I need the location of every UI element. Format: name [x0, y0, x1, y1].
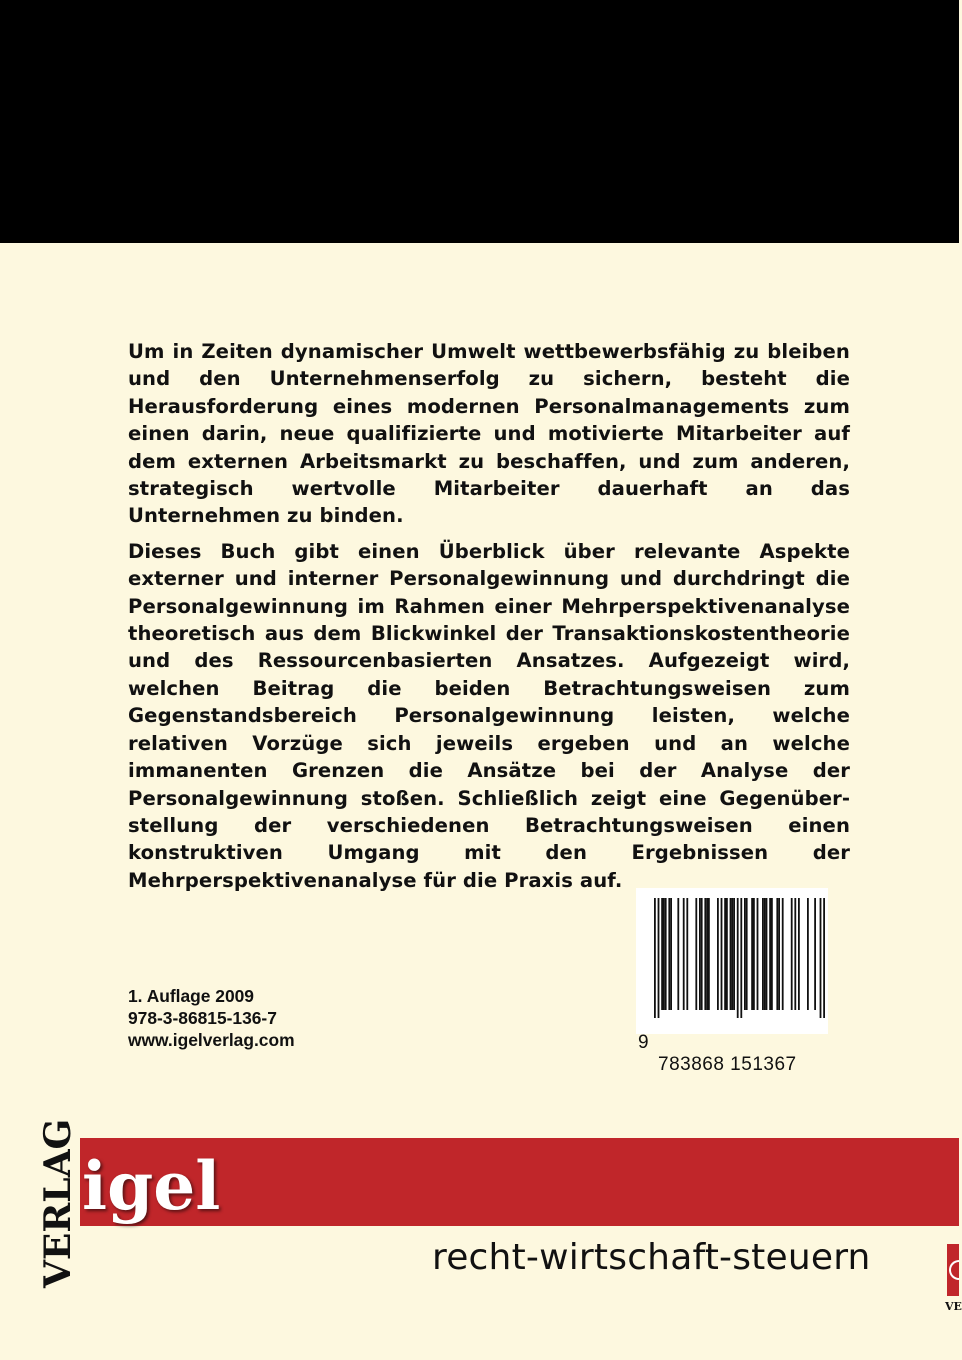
- barcode-bar: [686, 898, 688, 1010]
- barcode-bar: [699, 898, 701, 1010]
- barcode-bar: [683, 898, 685, 1010]
- cover-top-band: [0, 0, 959, 243]
- barcode-bar: [724, 898, 726, 1010]
- imprint-block: [128, 985, 295, 1051]
- barcode-guard-bar: [737, 898, 739, 1018]
- barcode-guard-bar: [654, 898, 656, 1018]
- barcode-bar: [661, 898, 663, 1010]
- barcode-bar: [708, 898, 710, 1010]
- barcode-lead-digit: 9: [638, 1032, 650, 1053]
- blurb-paragraph-1: Um in Zeiten dynamischer Umwelt wettbewerbsfähig zu bleiben und den Unternehmenserfolg zu sichern, besteht die Herausforderung eines modernen Personalmanagements zum einen darin, neue qualifizierte und motivierte Mitarbeiter auf dem externen Arbeitsmarkt zu beschaffen, und zum anderen, strategisch wertvolle Mitarbeiter dauerhaft an das Unternehmen zu binden.: [128, 340, 850, 528]
- barcode-guard-bar: [823, 898, 825, 1018]
- barcode-bar: [695, 898, 697, 1010]
- barcode-bar: [665, 898, 667, 1010]
- barcode-bar: [730, 898, 732, 1010]
- barcode-bar: [704, 898, 706, 1010]
- website-link: www.igelverlag.com: [128, 1030, 295, 1050]
- barcode-bar: [782, 898, 784, 1010]
- barcode-bar: [744, 898, 746, 1010]
- back-cover-blurb: [128, 338, 850, 902]
- barcode-bar: [776, 898, 778, 1010]
- barcode-bar: [762, 898, 764, 1010]
- barcode-bar: [731, 898, 733, 1010]
- barcode-bar: [807, 898, 809, 1010]
- barcode-digits: [636, 1010, 828, 1075]
- barcode-guard-bar: [658, 898, 660, 1018]
- barcode-bar: [764, 898, 766, 1010]
- barcode-bar: [753, 898, 755, 1010]
- barcode-bar: [791, 898, 793, 1010]
- barcode-guard-bar: [740, 898, 742, 1018]
- barcode-bar: [663, 898, 665, 1010]
- barcode-bar: [721, 898, 723, 1010]
- barcode-bar: [798, 898, 800, 1010]
- barcode-bar: [717, 898, 719, 1010]
- barcode-bar: [751, 898, 753, 1010]
- barcode-bar: [778, 898, 780, 1010]
- barcode-bar: [766, 898, 768, 1010]
- barcode-bar: [701, 898, 703, 1010]
- barcode-bar: [733, 898, 735, 1010]
- isbn-barcode: [636, 888, 828, 1075]
- series-title: recht-wirtschaft-steuern: [432, 1237, 871, 1278]
- barcode-bar: [726, 898, 728, 1010]
- barcode-guard-bar: [820, 898, 822, 1018]
- barcode-bar: [677, 898, 679, 1010]
- spine-text-fragment: VE: [945, 1300, 962, 1313]
- barcode-bar: [670, 898, 672, 1010]
- spine-logo-fragment: [947, 1244, 959, 1296]
- barcode-number: 783868 151367: [658, 1054, 797, 1075]
- barcode-bar: [814, 898, 816, 1010]
- barcode-bar: [668, 898, 670, 1010]
- barcode-bar: [757, 898, 759, 1010]
- barcode-bar: [769, 898, 771, 1010]
- barcode-bar: [706, 898, 708, 1010]
- spine-mark-icon: [949, 1260, 959, 1280]
- blurb-paragraph-2: Dieses Buch gibt einen Überblick über relevante Aspekte externer und interner Personalgewinnung und durchdringt die Personalgewinnung im Rahmen einer Mehrperspektivenanalyse theoretisch aus dem Blickwinkel der Transaktionskostentheorie und des Ressourcenbasierten Ansatzes. Aufgezeigt wird, welchen Beitrag die beiden Betrachtungsweisen zum Gegenstandsbereich Personalgewinnung leisten, welche relativen Vorzüge sich jeweils ergeben und an welche immanenten Grenzen die Ansätze bei der Analyse der Personalgewinnung stoßen. Schließlich zeigt eine Gegenüberstellung der verschiedenen Betrachtungsweisen einen konstruktiven Umgang mit den Ergebnissen der Mehrperspektivenanalyse für die Praxis auf.: [128, 539, 850, 892]
- igel-logo: igel: [82, 1147, 221, 1225]
- isbn-line: 978-3-86815-136-7: [128, 1008, 277, 1028]
- barcode-bar: [771, 898, 773, 1010]
- barcode-bar: [746, 898, 748, 1010]
- verlag-vertical-label: VERLAG: [37, 1118, 79, 1288]
- barcode-bar: [794, 898, 796, 1010]
- edition-line: 1. Auflage 2009: [128, 986, 254, 1006]
